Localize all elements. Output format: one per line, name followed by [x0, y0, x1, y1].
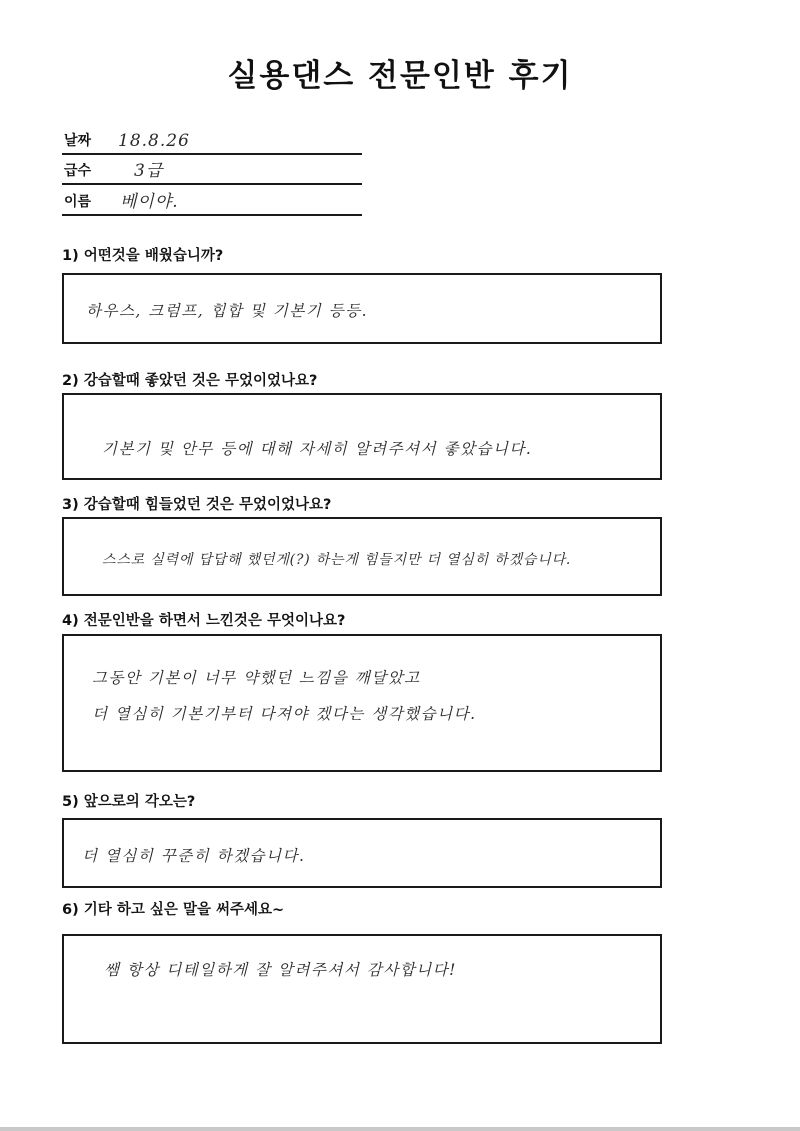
answer-4-line-2: 더 열심히 기본기부터 다져야 겠다는 생각했습니다.	[92, 705, 477, 723]
name-rule	[62, 214, 362, 216]
date-label: 날짜	[64, 133, 92, 149]
grade-label: 급수	[64, 163, 92, 179]
question-4-label: 4) 전문인반을 하면서 느낀것은 무엇이나요?	[62, 613, 346, 629]
question-6-label: 6) 기타 하고 싶은 말을 써주세요~	[62, 902, 285, 918]
answer-5-line-1: 더 열심히 꾸준히 하겠습니다.	[82, 847, 306, 865]
date-rule	[62, 153, 362, 155]
grade-row	[62, 159, 362, 185]
answer-3-line-1: 스스로 실력에 답답해 했던게(?) 하는게 힘들지만 더 열심히 하겠습니다.	[102, 552, 572, 568]
question-5-label: 5) 앞으로의 각오는?	[62, 794, 196, 810]
grade-value: 3급	[134, 161, 164, 181]
page-title: 실용댄스 전문인반 후기	[227, 58, 573, 94]
question-1-label: 1) 어떤것을 배웠습니까?	[62, 248, 224, 264]
question-3-label: 3) 강습할때 힘들었던 것은 무었이었나요?	[62, 497, 332, 513]
answer-6-box	[62, 934, 662, 1044]
answer-6-line-1: 쌤 항상 디테일하게 잘 알려주셔서 감사합니다!	[104, 961, 457, 979]
name-row	[62, 190, 362, 216]
answer-4-box	[62, 634, 662, 772]
name-label: 이름	[64, 194, 92, 210]
answer-2-box	[62, 393, 662, 480]
name-value: 베이야.	[120, 192, 179, 212]
answer-2-line-1: 기본기 및 안무 등에 대해 자세히 알려주셔서 좋았습니다.	[102, 440, 533, 458]
answer-1-box	[62, 273, 662, 344]
answer-1-line-1: 하우스, 크럼프, 힙합 및 기본기 등등.	[86, 302, 369, 320]
answer-4-line-1: 그동안 기본이 너무 약했던 느낌을 깨달았고	[92, 669, 421, 687]
date-row	[62, 129, 362, 155]
grade-rule	[62, 183, 362, 185]
scan-bottom-edge	[0, 1127, 800, 1131]
answer-5-box	[62, 818, 662, 888]
question-2-label: 2) 강습할때 좋았던 것은 무었이었나요?	[62, 373, 318, 389]
date-value: 18.8.26	[118, 131, 190, 151]
answer-3-box	[62, 517, 662, 596]
